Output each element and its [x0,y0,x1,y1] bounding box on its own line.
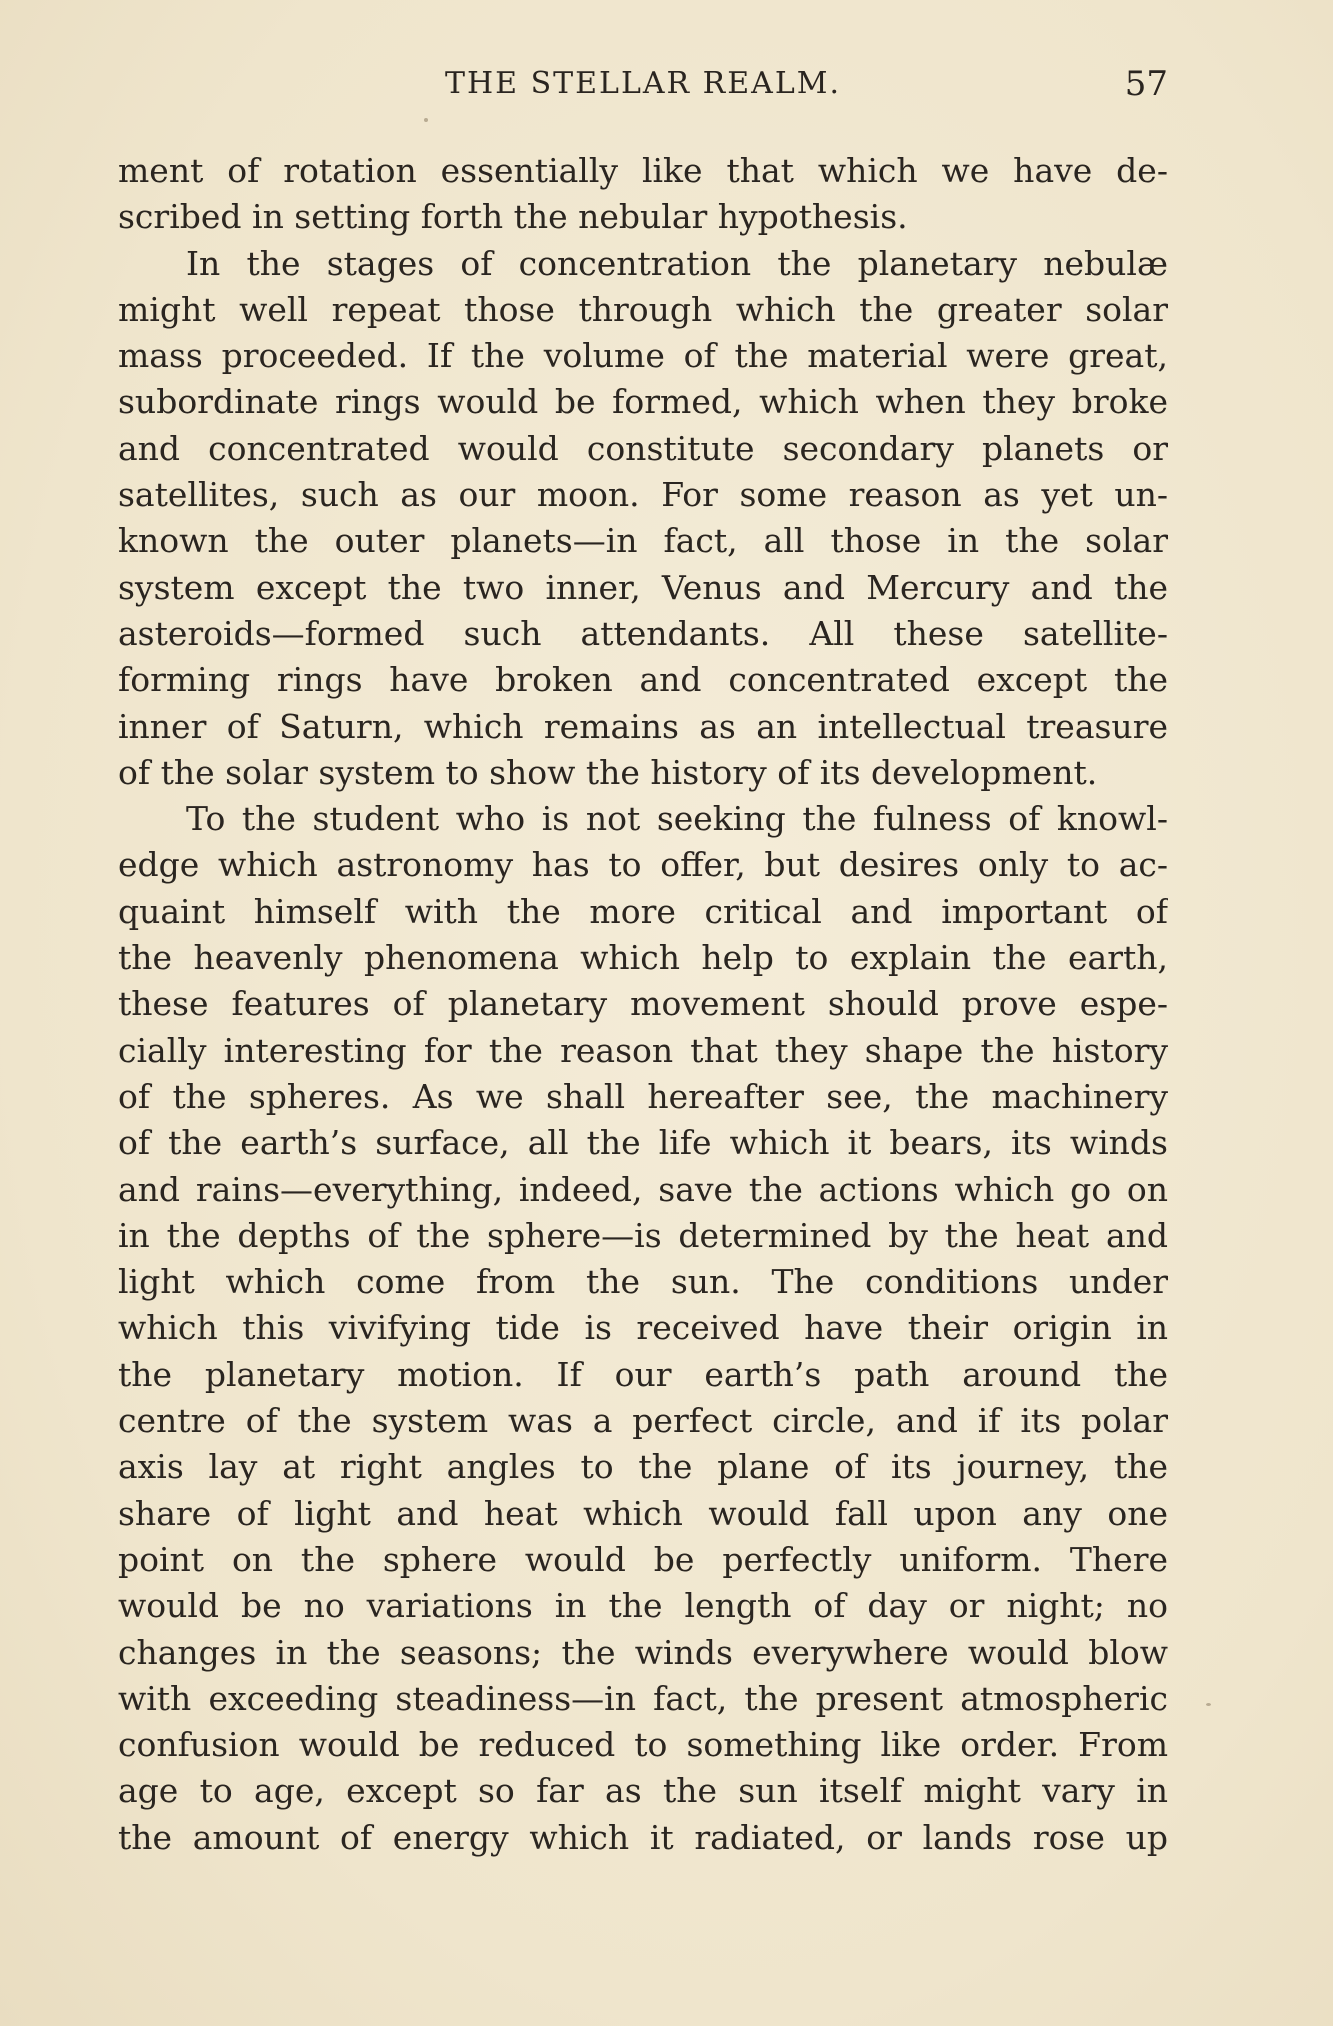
text-line: age to age, except so far as the sun itself might vary in [118,1771,1168,1811]
text-line: share of light and heat which would fall upon any one [118,1493,1168,1533]
text-line: ment of rotation essentially like that which we have de- [118,151,1168,190]
body-text [118,148,1168,1861]
paper-speck [424,118,428,122]
text-line: changes in the seasons; the winds everywhere would blow [118,1632,1168,1672]
text-line: cially interesting for the reason that they shape the history [118,1030,1168,1070]
text-line: quaint himself with the more critical and important of [118,891,1168,931]
text-line: subordinate rings would be formed, which when they broke [118,382,1168,422]
text-line: the amount of energy which it radiated, or lands rose up [118,1817,1168,1857]
text-line: of the solar system to show the history of its development. [118,752,1098,792]
text-line: known the outer planets—in fact, all those in the solar [118,521,1168,561]
text-line: in the depths of the sphere—is determined by the heat and [118,1215,1168,1255]
running-head [118,62,1168,106]
text-line: confusion would be reduced to something like order. From [118,1725,1168,1765]
text-line: axis lay at right angles to the plane of its journey, the [118,1447,1168,1487]
text-line: of the earth’s surface, all the life which it bears, its winds [118,1123,1168,1163]
text-line: system except the two inner, Venus and Mercury and the [118,567,1168,607]
text-line: with exceeding steadiness—in fact, the present atmospheric [118,1678,1168,1718]
text-line: point on the sphere would be perfectly uniform. There [118,1539,1168,1579]
text-line: and concentrated would constitute secondary planets or [118,428,1168,468]
text-line: edge which astronomy has to offer, but desires only to ac- [118,845,1168,885]
running-title: THE STELLAR REALM. [444,66,842,101]
text-line: centre of the system was a perfect circle, and if its polar [118,1401,1168,1441]
paragraph-first-line: To the student who is not seeking the fulness of knowl- [186,799,1168,839]
text-line: these features of planetary movement should prove espe- [118,984,1168,1024]
text-line: and rains—everything, indeed, save the actions which go on [118,1169,1168,1209]
text-line: might well repeat those through which the greater solar [118,289,1168,329]
text-line: inner of Saturn, which remains as an intellectual treasure [118,706,1168,746]
text-line: satellites, such as our moon. For some reason as yet un- [118,475,1168,515]
text-line: asteroids—formed such attendants. All these satellite- [118,613,1168,653]
text-line: of the spheres. As we shall hereafter see, the machinery [118,1076,1168,1116]
page-number: 57 [1124,64,1168,104]
text-line: the heavenly phenomena which help to explain the earth, [118,938,1168,978]
text-line: would be no variations in the length of day or night; no [118,1586,1168,1626]
paper-speck [1206,1703,1211,1706]
text-line: the planetary motion. If our earth’s path around the [118,1354,1168,1394]
text-line: light which come from the sun. The conditions under [118,1262,1168,1302]
text-line: which this vivifying tide is received have their origin in [118,1308,1168,1348]
text-line: forming rings have broken and concentrated except the [118,660,1168,700]
text-line: scribed in setting forth the nebular hypothesis. [118,197,908,237]
paragraph-first-line: In the stages of concentration the planetary nebulæ [186,243,1168,283]
text-line: mass proceeded. If the volume of the material were great, [118,336,1168,376]
